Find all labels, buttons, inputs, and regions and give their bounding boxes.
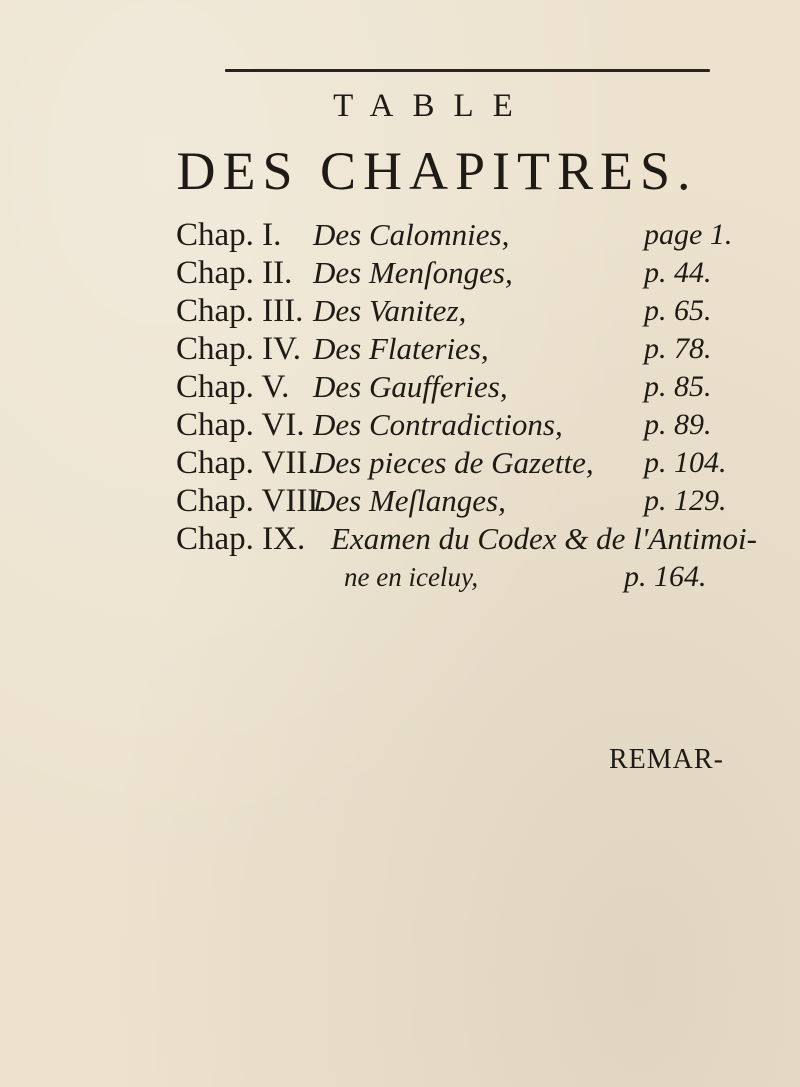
toc-entry-chap-9: [176, 520, 776, 558]
toc-entry-chap-5: [176, 368, 776, 406]
page-reference: p. 164.: [624, 560, 707, 593]
toc-entry-chap-4: [176, 330, 776, 368]
toc-entry-chap-9-continued: [176, 558, 776, 598]
page-reference: p. 78.: [644, 332, 712, 365]
page-reference: page 1.: [644, 218, 733, 251]
page-reference: p. 44.: [644, 256, 712, 289]
top-rule: [225, 69, 710, 72]
page-reference: p. 65.: [644, 294, 712, 327]
chapter-title: Des Flateries,: [313, 331, 489, 366]
chapter-title: Des Menſonges,: [313, 255, 513, 290]
chapter-title: ne en iceluy,: [344, 562, 479, 592]
toc-entry-chap-2: [176, 254, 776, 292]
catchword: REMAR-: [609, 744, 724, 775]
table-of-contents: [176, 216, 776, 598]
chapter-number: Chap. VIII.: [176, 483, 327, 519]
chapter-number: Chap. VII.: [176, 445, 316, 481]
toc-entry-chap-3: [176, 292, 776, 330]
page-reference: p. 129.: [644, 484, 727, 517]
chapter-number: Chap. VI.: [176, 407, 305, 443]
page-reference: p. 104.: [644, 446, 727, 479]
chapters-heading: DES CHAPITRES.: [176, 141, 698, 201]
toc-entry-chap-8: [176, 482, 776, 520]
toc-entry-chap-6: [176, 406, 776, 444]
chapter-number: Chap. II.: [176, 255, 293, 291]
chapter-number: Chap. I.: [176, 217, 282, 253]
chapter-number: Chap. IX.: [176, 521, 306, 557]
chapter-title: Des Vanitez,: [313, 293, 467, 328]
chapter-title: Des Gaufferies,: [313, 369, 508, 404]
chapter-title: Des Calomnies,: [313, 217, 510, 252]
chapter-title: Des pieces de Gazette,: [313, 445, 594, 480]
chapter-number: Chap. III.: [176, 293, 304, 329]
toc-entry-chap-7: [176, 444, 776, 482]
chapter-title: Examen du Codex & de l'Antimoi-: [331, 521, 757, 556]
table-heading: TABLE: [333, 88, 532, 124]
chapter-number: Chap. IV.: [176, 331, 301, 367]
chapter-title: Des Meſlanges,: [313, 483, 506, 518]
chapter-title: Des Contradictions,: [313, 407, 563, 442]
page-reference: p. 89.: [644, 408, 712, 441]
page-reference: p. 85.: [644, 370, 712, 403]
chapter-number: Chap. V.: [176, 369, 290, 405]
toc-entry-chap-1: [176, 216, 776, 254]
